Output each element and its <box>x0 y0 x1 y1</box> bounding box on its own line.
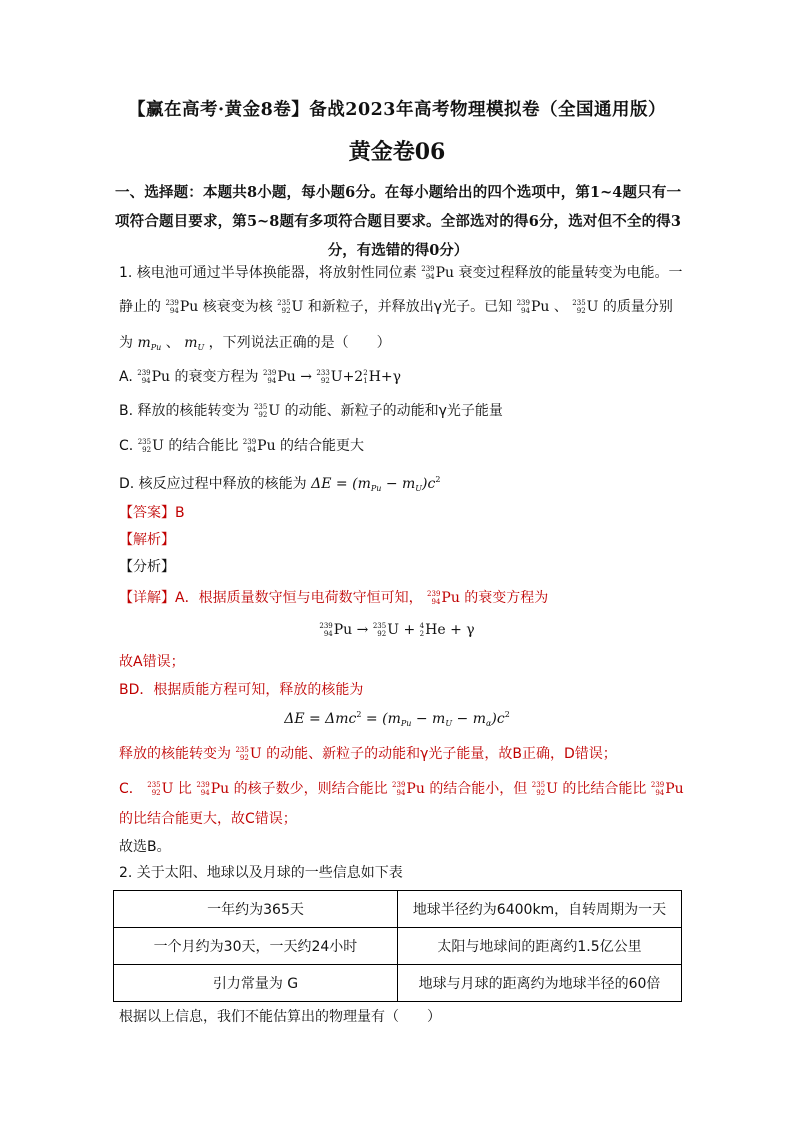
formula-delta-e: $\Delta E = (m_{Pu} - m_U)c^2$ <box>311 475 441 493</box>
option-label: A. <box>119 369 133 385</box>
nuclide-pu: 239 94 Pu <box>262 369 296 385</box>
q1-text: 和新粒子，并释放出γ光子。已知 <box>307 299 513 315</box>
nuclide-pu: 239 94 Pu <box>165 299 199 315</box>
table-cell: 太阳与地球间的距离约1.5亿公里 <box>398 928 682 965</box>
nuclide-u: 235 92 U <box>372 622 399 638</box>
table-row <box>114 891 682 928</box>
fenxi-label: 【分析】 <box>119 559 175 575</box>
nuclide-h: 2 1 <box>363 369 368 385</box>
q1-text: 的质量分别 <box>602 299 673 315</box>
q1-option-c[interactable] <box>119 436 687 456</box>
c-explanation-line1 <box>119 779 687 799</box>
answer-value: B <box>175 505 185 521</box>
option-text: 的衰变方程为 <box>174 369 259 385</box>
q1-text: 1. 核电池可通过半导体换能器，将放射性同位素 <box>119 265 417 281</box>
q1-text: 为 <box>119 335 133 351</box>
q2-question: 2. 关于太阳、地球以及月球的一些信息如下表 <box>119 865 403 881</box>
option-text: 的结合能比 <box>168 438 239 454</box>
gamma: γ <box>466 622 475 638</box>
nuclide-pu: 239 94 Pu <box>650 781 684 797</box>
table-row <box>114 965 682 1002</box>
q1-text: 核衰变为核 <box>202 299 273 315</box>
answer-label: 【答案】 <box>119 505 175 521</box>
nuclide-u: 235 92 U <box>235 746 262 762</box>
paper-subtitle: 黄金卷06 <box>348 139 446 165</box>
choose-line: 故选B。 <box>119 839 171 855</box>
option-text: D. 核反应过程中释放的核能为 <box>119 476 307 492</box>
c-explanation-line2: 的比结合能更大，故C错误； <box>119 811 297 827</box>
q1-line3 <box>119 333 687 358</box>
q1-text: 静止的 <box>119 299 161 315</box>
q1-option-d[interactable] <box>119 470 687 499</box>
nuclide-pu: 239 94 Pu <box>196 781 230 797</box>
c-text: 比 <box>177 781 192 797</box>
detail-line1 <box>119 588 687 608</box>
option-text: B. 释放的核能转变为 <box>119 403 250 419</box>
mass-m-u: $m_U$ <box>184 335 205 352</box>
bd-explanation: BD．根据质能方程可知，释放的核能为 <box>119 682 364 698</box>
nuclide-u233: 233 92 <box>316 369 330 385</box>
nuclide-pu: 239 94 Pu <box>427 590 460 606</box>
info-table <box>113 890 682 1002</box>
q1-text: 、 <box>165 335 180 351</box>
arrow: → <box>356 622 369 638</box>
nuclide-pu: 239 94 Pu <box>516 299 550 315</box>
nuclide-pu: 239 94 Pu <box>242 438 276 454</box>
c-text: 的结合能小，但 <box>429 781 528 797</box>
table-cell: 一年约为365天 <box>114 891 398 928</box>
q1-text: 、 <box>553 299 568 315</box>
nuclide-u: 235 92 U <box>147 781 174 797</box>
mass-energy-formula: $\Delta E = \Delta mc^2 = (m_{Pu} - m_U - m_\alpha)c^2$ <box>284 710 510 728</box>
answer <box>119 503 687 523</box>
nuclide-pu: 239 94 Pu <box>421 265 455 281</box>
option-text: 的结合能更大 <box>280 438 365 454</box>
nuclide-u: 235 92 U <box>277 299 304 315</box>
q2-followup: 根据以上信息，我们不能估算出的物理量有（ ） <box>119 1009 441 1025</box>
release-text: 的动能、新粒子的动能和γ光子能量，故B正确，D错误； <box>266 746 617 762</box>
nuclide-pu: 239 94 Pu <box>319 622 353 638</box>
nuclide-u: 235 92 U <box>253 403 281 419</box>
detail-text: A．根据质量数守恒与电荷数守恒可知， <box>175 590 423 606</box>
option-text: H+γ <box>368 369 401 385</box>
table-cell: 一个月约为30天，一天约24小时 <box>114 928 398 965</box>
nuclide-u: 235 92 U <box>531 781 558 797</box>
nuclide-u: 235 92 U <box>137 438 164 454</box>
q1-option-a[interactable] <box>119 367 687 387</box>
release-line <box>119 744 687 764</box>
option-text: U+2 <box>330 369 364 385</box>
table-cell: 地球与月球的距离约为地球半径的60倍 <box>398 965 682 1002</box>
q1-text: ，下列说法正确的是（ ） <box>208 335 391 351</box>
c-text: 的核子数少，则结合能比 <box>233 781 388 797</box>
plus: + <box>403 622 416 638</box>
c-text: C． <box>119 781 143 797</box>
option-label: C. <box>119 438 134 454</box>
q1-option-b[interactable] <box>119 401 687 421</box>
option-text: 的动能、新粒子的动能和γ光子能量 <box>284 403 503 419</box>
table-row <box>114 928 682 965</box>
section-instructions: 一、选择题：本题共8小题，每小题6分。在每小题给出的四个选项中，第1~4题只有一项符合题目要求，第5~8题有多项符合题目要求。全部选对的得6分，选对但不全的得3分，有选错的得0分） <box>115 184 681 259</box>
detail-label: 【详解】 <box>119 590 175 606</box>
nuclide-u: 235 92 U <box>572 299 599 315</box>
plus: + <box>450 622 462 638</box>
wrong-a: 故A错误； <box>119 654 185 670</box>
nuclide-pu: 239 94 Pu <box>137 369 171 385</box>
release-text: 释放的核能转变为 <box>119 746 231 762</box>
jiexi-label: 【解析】 <box>119 532 175 548</box>
page-title: 【赢在高考·黄金8卷】备战2023年高考物理模拟卷（全国通用版） <box>128 100 666 120</box>
detail-text: 的衰变方程为 <box>464 590 549 606</box>
arrow: → <box>300 369 312 385</box>
mass-m-pu: $m_{Pu}$ <box>137 335 162 352</box>
nuclide-pu: 239 94 Pu <box>392 781 425 797</box>
q1-text: 衰变过程释放的能量转变为电能。一 <box>458 265 683 281</box>
q1-line1 <box>119 263 687 283</box>
nuclide-he: 4 2 He <box>419 622 446 638</box>
q1-line2 <box>119 297 687 317</box>
decay-equation <box>0 622 794 638</box>
table-cell: 地球半径约为6400km，自转周期为一天 <box>398 891 682 928</box>
table-cell: 引力常量为 G <box>114 965 398 1002</box>
c-text: 的比结合能比 <box>562 781 647 797</box>
